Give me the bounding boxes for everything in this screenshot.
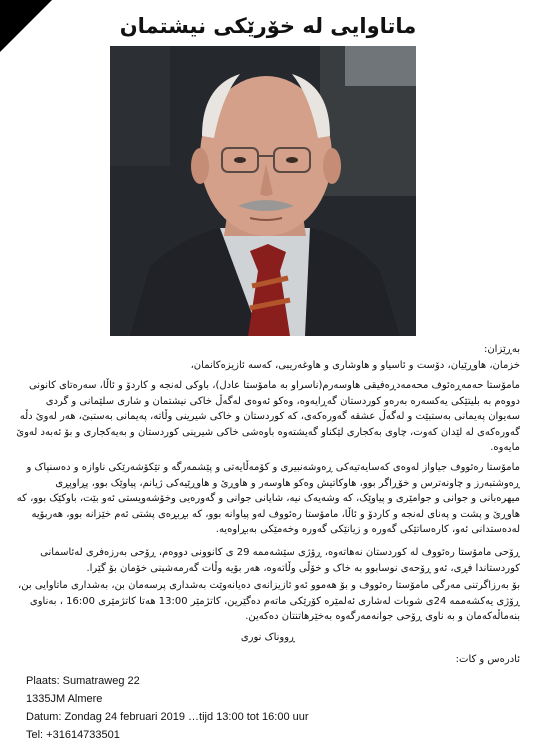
signature: ڕووناک نوری: [240, 632, 296, 643]
details-date-time: Datum: Zondag 24 februari 2019 …tijd 13:00 tot 16:00 uur: [26, 711, 309, 723]
paragraph-1: مامۆستا حەمەڕەئوف محەمەدڕەفیقی هاوسەرم(ناسراو بە مامۆستا عادل)، باوکی لەنجە و کاردۆ و ئاڵا، سەرەتای کانونی دووەم بە بلیتێکی یەکسەرە بەرەو کوردستان گەڕایەوە، وەکو ئەوەی لەگەڵ خاکی نیشتمان و شاری سلێمانی و گردی سەیوان پەیمانی بەستبێت و لەگەڵ عشقە گەورەکەی، کە کوردستان و خاکی شیرینی وڵاتە، پەیمانی بەستبێ، هەر لەوێ دڵە گەورەکەی لە لێدان کەوت، چاوی بەکجاری لێکناو گەیشتەوە باوەشی خاکی شیرینی کوردستان و بەیەکجاری و بۆ ئەبەد لەوێ مایەوە.: [16, 380, 520, 454]
event-details: [26, 672, 309, 744]
paragraph-2: مامۆستا رەئووف جیاواز لەوەی کەسایەتیەکی ڕەوشەنبیری و کۆمەڵایەتی و پێشمەرگە و تێکۆشەرێکی ناوازە و دەسنپاک و ڕەوشتبەرز و چاونەترس و خۆڕاگر بوو، هاوکاتیش وەکو هاوسەر و هاوڕێ و هاوڕێیەکی ژیانم، پیاوێک بوو، پڕاوپڕی میهرەبانی و جوانی و جوامێری و پیاوێک، کە وشەیەک نیە، شایانی جوانی و گەورەیی وخۆشەویستی ئەو بێت، باوکێک بوو، کە هاوڕێ و پشت و پەنای لەنجە و کاردۆ و ئاڵا، مامۆستا رەئووف لەو پیاوانە بوو، کە بڕبڕەی پشتی ئەم خێزانە بوو، هەربۆیە لەدەستدانی ئەو، کارەساتێکی گەورە و زیانێکی گەورە وخەمێکی بەبڕاوەیە.: [16, 462, 520, 536]
greeting: بەڕێزان:: [483, 344, 520, 355]
paragraph-3: ڕۆحی مامۆستا رەئووف لە کوردستان نەهاتەوە، ڕۆژی سێشەممە 29 ی کانوونی دووەم، ڕۆحی بەرزەفری لەئاسمانی کوردستاندا فڕی، ئەو ڕۆحەی نوسابوو بە خاک و خۆڵی وڵاتەوە، هەر بۆیە وڵات گەرمەشینی خۆمان بۆ گێرا.: [40, 547, 520, 574]
addressees-line: خزمان، هاوڕێیان، دۆست و ئاسیاو و هاوشاری و هاوغەریبی، کەسە ئازیزەکانمان،: [190, 360, 520, 371]
details-postcode: 1335JM Almere: [26, 693, 103, 705]
details-phone: Tel: +31614733501: [26, 729, 120, 741]
portrait-photo: [110, 46, 416, 336]
address-heading: ئادرەس و کات:: [455, 654, 520, 665]
paragraph-4: بۆ بەرزاگرتنی مەرگی مامۆستا رەئووف و بۆ هەموو ئەو ئازیزانەی دەیانەوێت بەشداری پرسەمان بن، بەشداری ماتاوایی بن، ڕۆژی یەکشەممە 24ی شوبات لەشاری ئەلمێرە کۆرێکی ماتەم دەگێرین، کاتژمێر 13:00 هەتا کاتژمێری 16:00 ، بەناوی بنەماڵەکەمان و بە ناوی ڕۆحی جوانەمەرگەوە بەخێرهاتنتان دەکەین.: [18, 580, 520, 623]
page-title: ماتاوایی لە خۆرێکی نیشتمان: [119, 14, 417, 38]
portrait-illustration: [110, 46, 416, 336]
details-place: Plaats: Sumatraweg 22: [26, 675, 140, 687]
